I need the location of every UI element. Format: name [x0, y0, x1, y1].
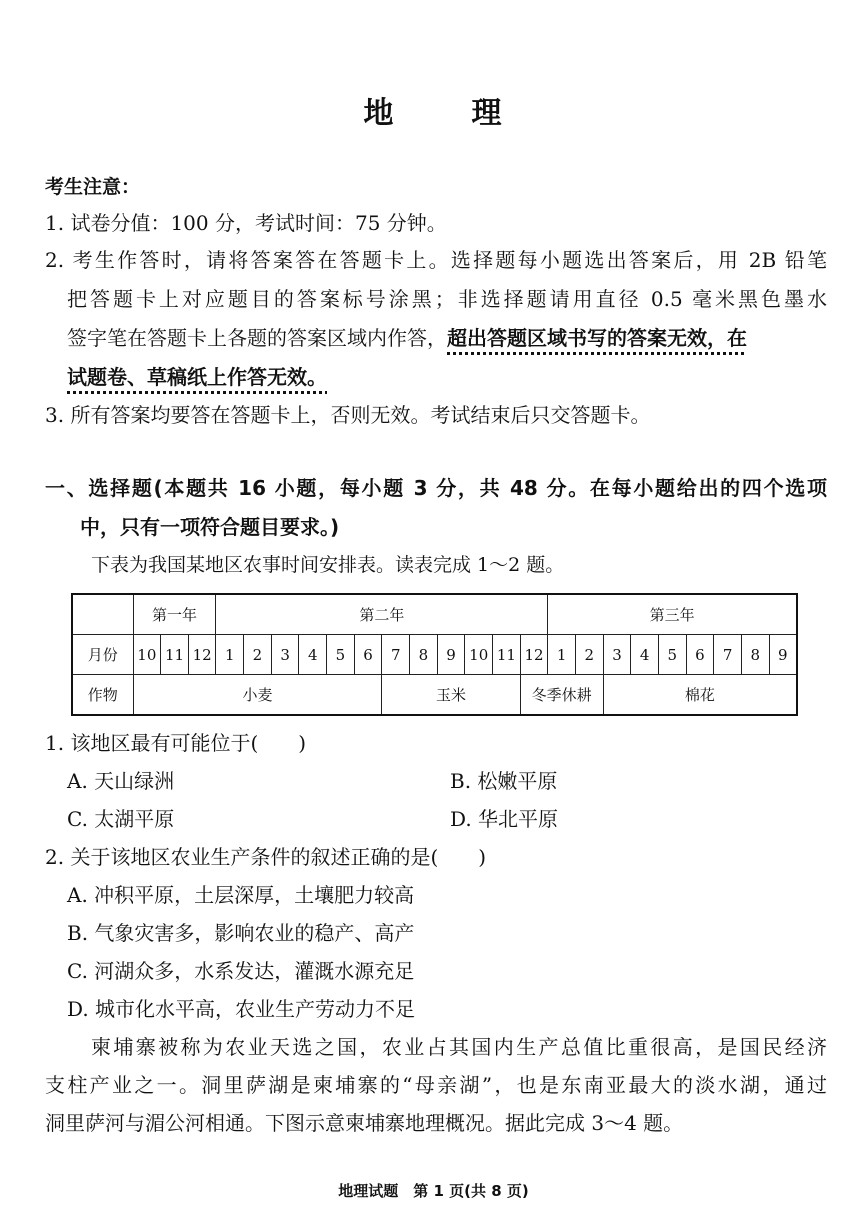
month-cell: 8 [741, 635, 769, 675]
q2-option-c: C. 河湖众多，水系发达，灌溉水源充足 [67, 959, 415, 983]
title-char-2: 理 [471, 96, 504, 131]
crop-cotton: 棉花 [603, 675, 797, 716]
q1-stem: 1. 该地区最有可能位于( ) [45, 731, 307, 755]
title-char-1: 地 [363, 96, 396, 131]
passage-line-2: 支柱产业之一。洞里萨湖是柬埔寨的“母亲湖”，也是东南亚最大的淡水湖，通过 [45, 1073, 827, 1097]
notice-item-2-line-4: 试题卷、草稿纸上作答无效。 [67, 365, 327, 389]
month-cell: 10 [465, 635, 493, 675]
month-cell: 4 [299, 635, 327, 675]
year-1-header: 第一年 [133, 594, 216, 635]
section-heading-line-1: 一、选择题(本题共 16 小题，每小题 3 分，共 48 分。在每小题给出的四个选项 [45, 476, 827, 500]
crop-corn: 玉米 [382, 675, 520, 716]
crop-wheat: 小麦 [133, 675, 382, 716]
q2-option-b: B. 气象灾害多，影响农业的稳产、高产 [67, 921, 415, 945]
q1-option-b: B. 松嫩平原 [450, 769, 558, 793]
q2-option-d: D. 城市化水平高，农业生产劳动力不足 [67, 997, 416, 1021]
section-intro: 下表为我国某地区农事时间安排表。读表完成 1～2 题。 [91, 554, 565, 576]
year-2-header: 第二年 [216, 594, 548, 635]
month-label: 月份 [72, 635, 133, 675]
month-cell: 1 [216, 635, 244, 675]
month-cell: 5 [658, 635, 686, 675]
month-cell: 12 [188, 635, 216, 675]
month-cell: 12 [520, 635, 548, 675]
month-cell: 6 [686, 635, 714, 675]
month-cell: 8 [410, 635, 438, 675]
section-heading-line-2: 中，只有一项符合题目要求。) [80, 515, 340, 539]
notice-heading: 考生注意： [45, 176, 141, 198]
notice-item-2-line-3 [67, 328, 827, 348]
q1-option-a: A. 天山绿洲 [67, 769, 175, 793]
q2-stem: 2. 关于该地区农业生产条件的叙述正确的是( ) [45, 845, 487, 869]
month-cell: 1 [548, 635, 576, 675]
month-cell: 11 [493, 635, 521, 675]
q2-option-a: A. 冲积平原，土层深厚，土壤肥力较高 [67, 883, 415, 907]
table-row-crops [72, 675, 797, 716]
month-cell: 3 [271, 635, 299, 675]
table-row-years [72, 594, 797, 635]
month-cell: 7 [382, 635, 410, 675]
passage-line-3: 洞里萨河与湄公河相通。下图示意柬埔寨地理概况。据此完成 3～4 题。 [45, 1111, 684, 1135]
notice-item-1: 1. 试卷分值：100 分，考试时间：75 分钟。 [45, 211, 447, 235]
notice-item-3: 3. 所有答案均要答在答题卡上，否则无效。考试结束后只交答题卡。 [45, 403, 651, 427]
crop-label: 作物 [72, 675, 133, 716]
month-cell: 9 [769, 635, 797, 675]
month-cell: 4 [631, 635, 659, 675]
farming-schedule-table [71, 593, 798, 716]
notice-item-2-line-2: 把答题卡上对应题目的答案标号涂黑；非选择题请用直径 0.5 毫米黑色墨水 [67, 287, 827, 311]
month-cell: 7 [714, 635, 742, 675]
q1-option-d: D. 华北平原 [450, 807, 559, 831]
month-cell: 9 [437, 635, 465, 675]
passage-line-1: 柬埔寨被称为农业天选之国，农业占其国内生产总值比重很高，是国民经济 [91, 1035, 827, 1059]
page-footer: 地理试题 第 1 页(共 8 页) [338, 1182, 529, 1200]
page-title [0, 88, 867, 132]
year-3-header: 第三年 [548, 594, 797, 635]
notice-item-2-line-1: 2. 考生作答时，请将答案答在答题卡上。选择题每小题选出答案后，用 2B 铅笔 [45, 248, 827, 272]
month-cell: 2 [244, 635, 272, 675]
notice-emphasis-text: 超出答题区域书写的答案无效，在 [447, 326, 747, 350]
crop-fallow: 冬季休耕 [520, 675, 603, 716]
table-corner-cell [72, 594, 133, 635]
q1-option-c: C. 太湖平原 [67, 807, 175, 831]
month-cell: 5 [327, 635, 355, 675]
notice-plain-text: 签字笔在答题卡上各题的答案区域内作答， [67, 326, 447, 350]
month-cell: 6 [354, 635, 382, 675]
table-row-months [72, 635, 797, 675]
month-cell: 10 [133, 635, 161, 675]
month-cell: 11 [161, 635, 189, 675]
month-cell: 3 [603, 635, 631, 675]
month-cell: 2 [576, 635, 604, 675]
